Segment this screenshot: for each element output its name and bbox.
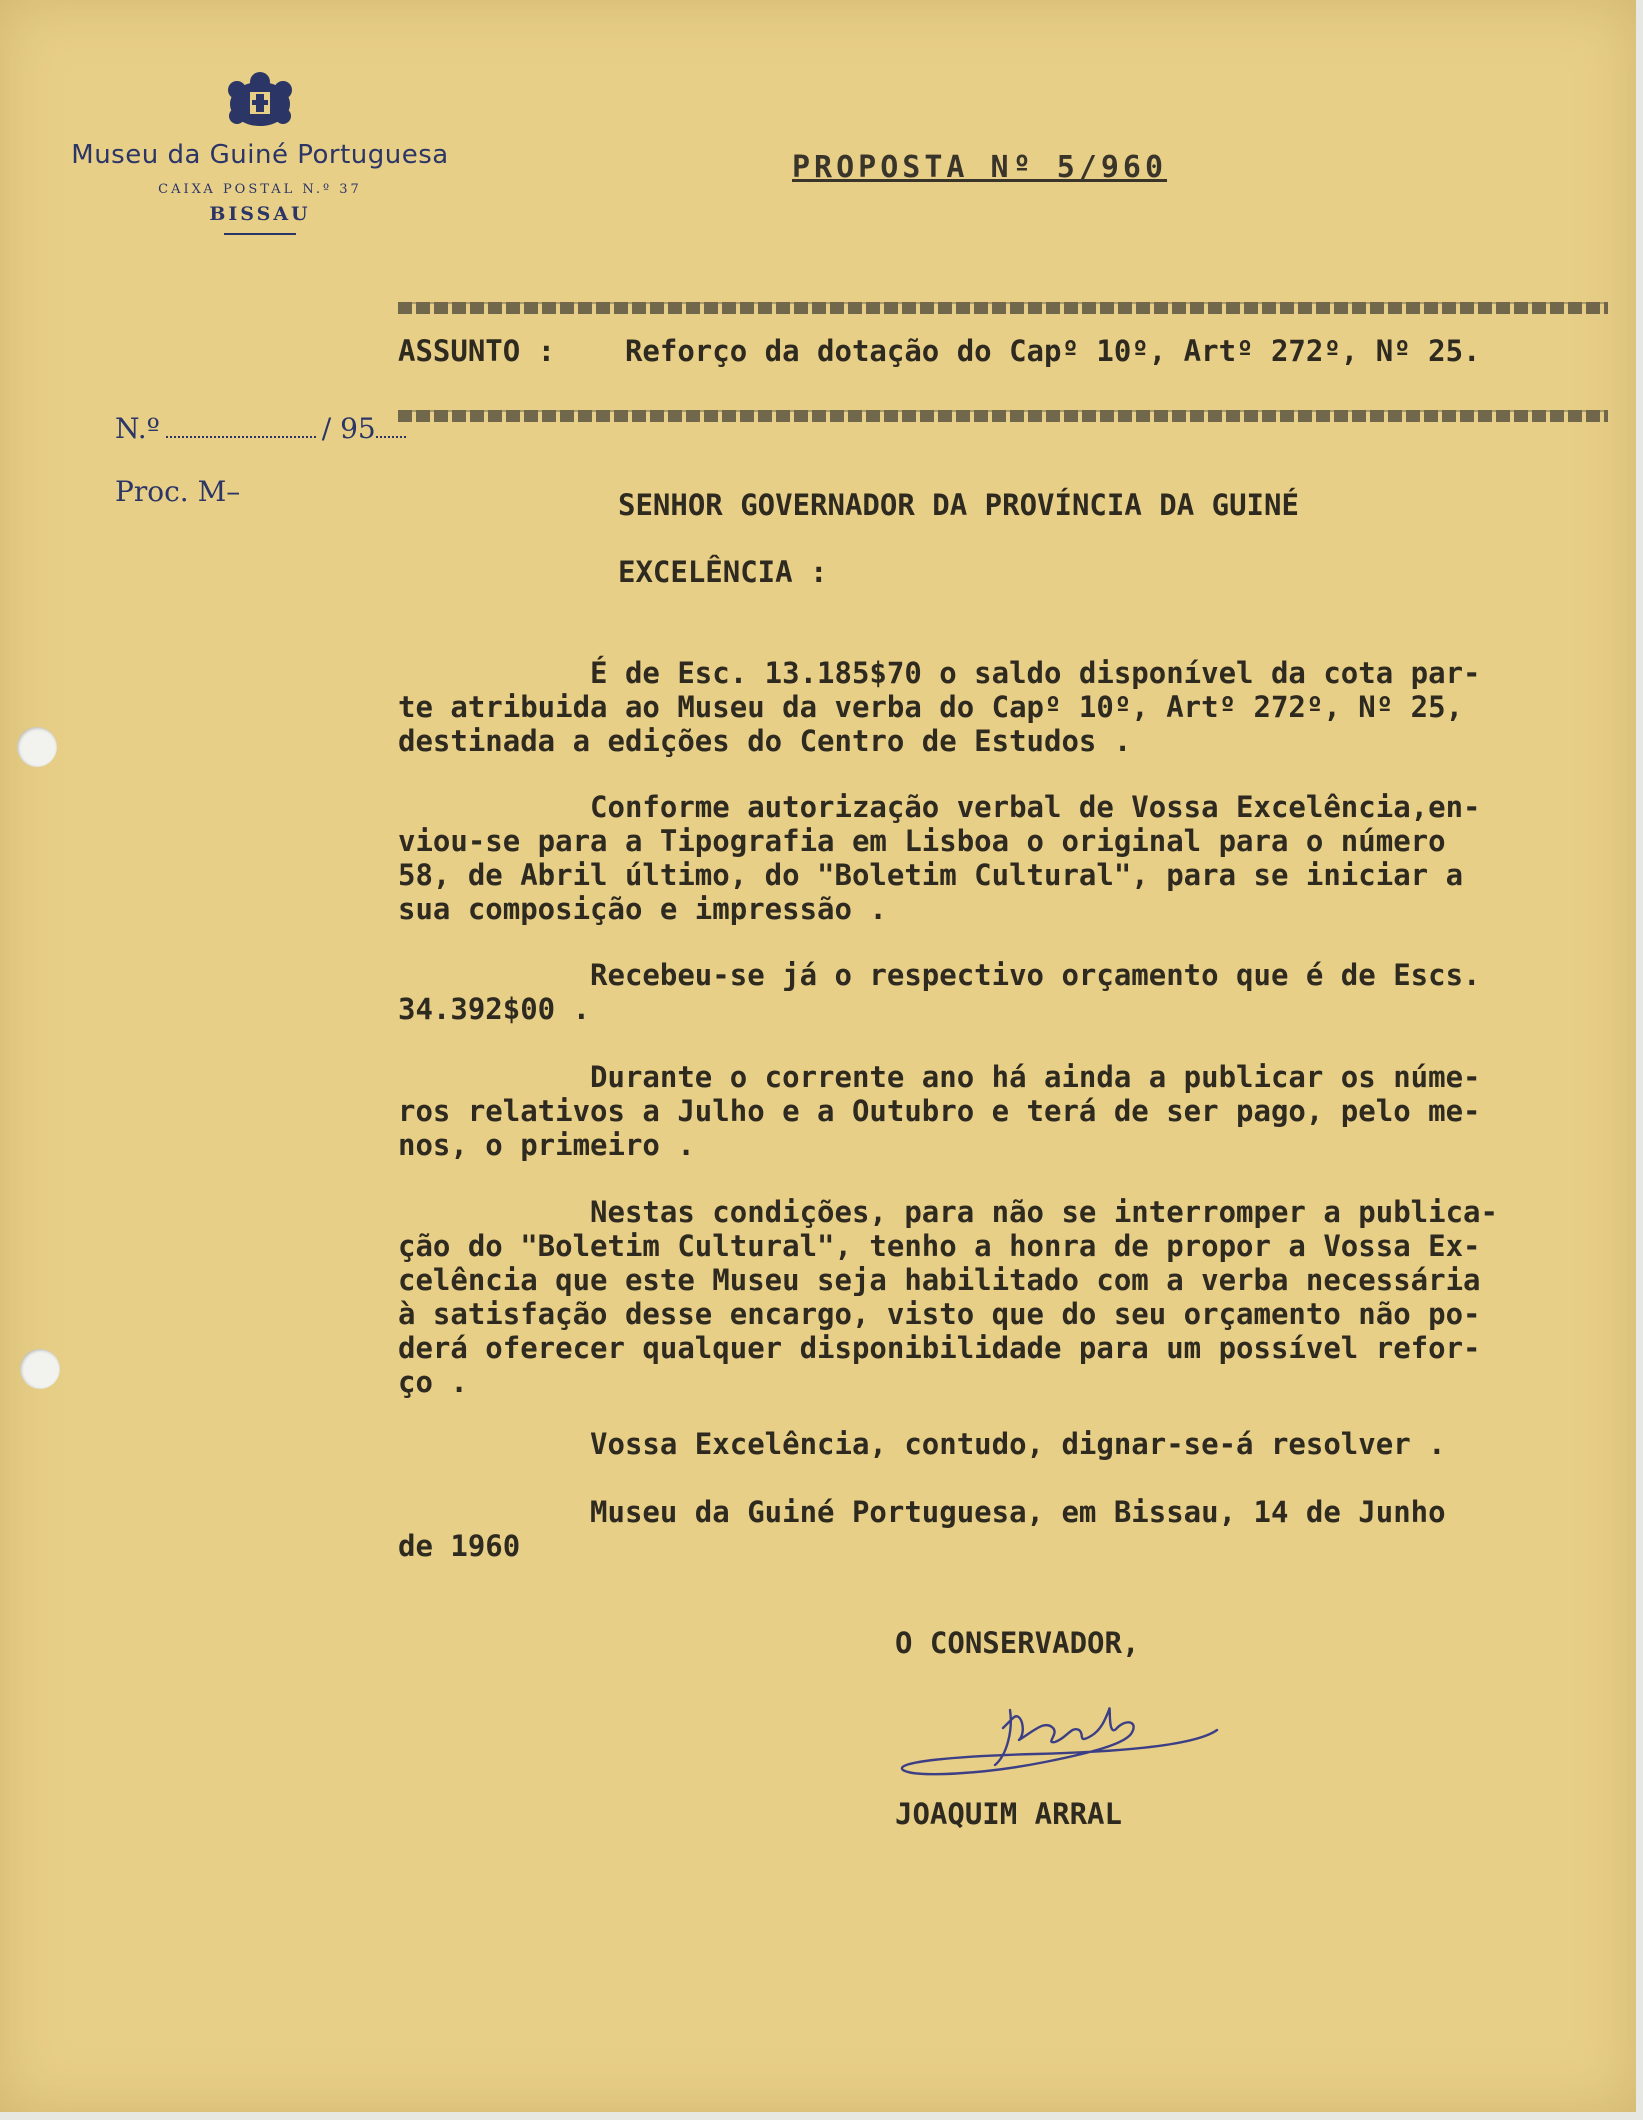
paragraph-line: à satisfação desse encargo, visto que do seu orçamento não po- xyxy=(398,1297,1481,1331)
paragraph-line: te atribuida ao Museu da verba do Capº 10º, Artº 272º, Nº 25, xyxy=(398,690,1464,724)
date-line: Museu da Guiné Portuguesa, em Bissau, 14 de Junho xyxy=(398,1495,1446,1529)
postal-box: CAIXA POSTAL N.º 37 xyxy=(158,182,362,197)
paragraph-proposal xyxy=(398,1195,1630,1399)
reference-number-field xyxy=(115,412,406,445)
paragraph-line: Vossa Excelência, contudo, dignar-se-á resolver . xyxy=(398,1427,1446,1461)
signatory-title: O CONSERVADOR, xyxy=(895,1626,1140,1660)
reference-number-label: N.º xyxy=(115,412,160,445)
paragraph-line: ço . xyxy=(398,1365,468,1399)
paragraph-balance xyxy=(398,656,1630,758)
process-field: Proc. M– xyxy=(115,475,241,508)
letterhead-divider xyxy=(224,233,296,235)
place-and-date xyxy=(398,1495,1630,1563)
paragraph-line: Conforme autorização verbal de Vossa Excelência,en- xyxy=(398,790,1481,824)
addressee: SENHOR GOVERNADOR DA PROVÍNCIA DA GUINÉ xyxy=(618,488,1299,522)
paragraph-line: É de Esc. 13.185$70 o saldo disponível da cota par- xyxy=(398,656,1481,690)
reference-suffix-blank xyxy=(376,436,406,438)
document-title: PROPOSTA Nº 5/960 xyxy=(792,150,1168,185)
paragraph-upcoming-issues xyxy=(398,1060,1630,1162)
greeting: EXCELÊNCIA : xyxy=(618,555,828,589)
date-line: de 1960 xyxy=(398,1529,521,1563)
paragraph-line: viou-se para a Tipografia em Lisboa o original para o número xyxy=(398,824,1446,858)
city-name: BISSAU xyxy=(209,203,311,225)
paragraph-line: 58, de Abril último, do "Boletim Cultural", para se iniciar a xyxy=(398,858,1464,892)
paragraph-line: nos, o primeiro . xyxy=(398,1128,695,1162)
paragraph-line: ção do "Boletim Cultural", tenho a honra de propor a Vossa Ex- xyxy=(398,1229,1481,1263)
paragraph-closing-request xyxy=(398,1427,1630,1461)
punch-hole-top xyxy=(17,727,57,767)
paragraph-budget xyxy=(398,958,1630,1026)
paragraph-line: Recebeu-se já o respectivo orçamento que é de Escs. xyxy=(398,958,1481,992)
subject-line: ASSUNTO : Reforço da dotação do Capº 10º, Artº 272º, Nº 25. xyxy=(398,334,1481,368)
paragraph-line: derá oferecer qualquer disponibilidade para um possível refor- xyxy=(398,1331,1481,1365)
paragraph-line: Durante o corrente ano há ainda a publicar os núme- xyxy=(398,1060,1481,1094)
reference-number-blank xyxy=(166,436,316,438)
paragraph-authorization xyxy=(398,790,1630,926)
subject-rule-bottom xyxy=(398,410,1608,422)
paragraph-line: sua composição e impressão . xyxy=(398,892,887,926)
paragraph-line: celência que este Museu seja habilitado com a verba necessária xyxy=(398,1263,1481,1297)
handwritten-signature xyxy=(895,1670,1225,1800)
museum-crest-icon xyxy=(223,70,297,132)
paragraph-line: destinada a edições do Centro de Estudos . xyxy=(398,724,1132,758)
paragraph-line: Nestas condições, para não se interromper a publica- xyxy=(398,1195,1498,1229)
subject-rule-top xyxy=(398,302,1608,314)
reference-number-suffix: / 95 xyxy=(321,412,376,445)
punch-hole-bottom xyxy=(20,1349,60,1389)
museum-name: Museu da Guiné Portuguesa xyxy=(71,140,449,170)
paragraph-line: 34.392$00 . xyxy=(398,992,591,1026)
letterhead xyxy=(40,70,480,235)
paragraph-line: ros relativos a Julho e a Outubro e terá de ser pago, pelo me- xyxy=(398,1094,1481,1128)
signatory-name: JOAQUIM ARRAL xyxy=(895,1797,1122,1831)
